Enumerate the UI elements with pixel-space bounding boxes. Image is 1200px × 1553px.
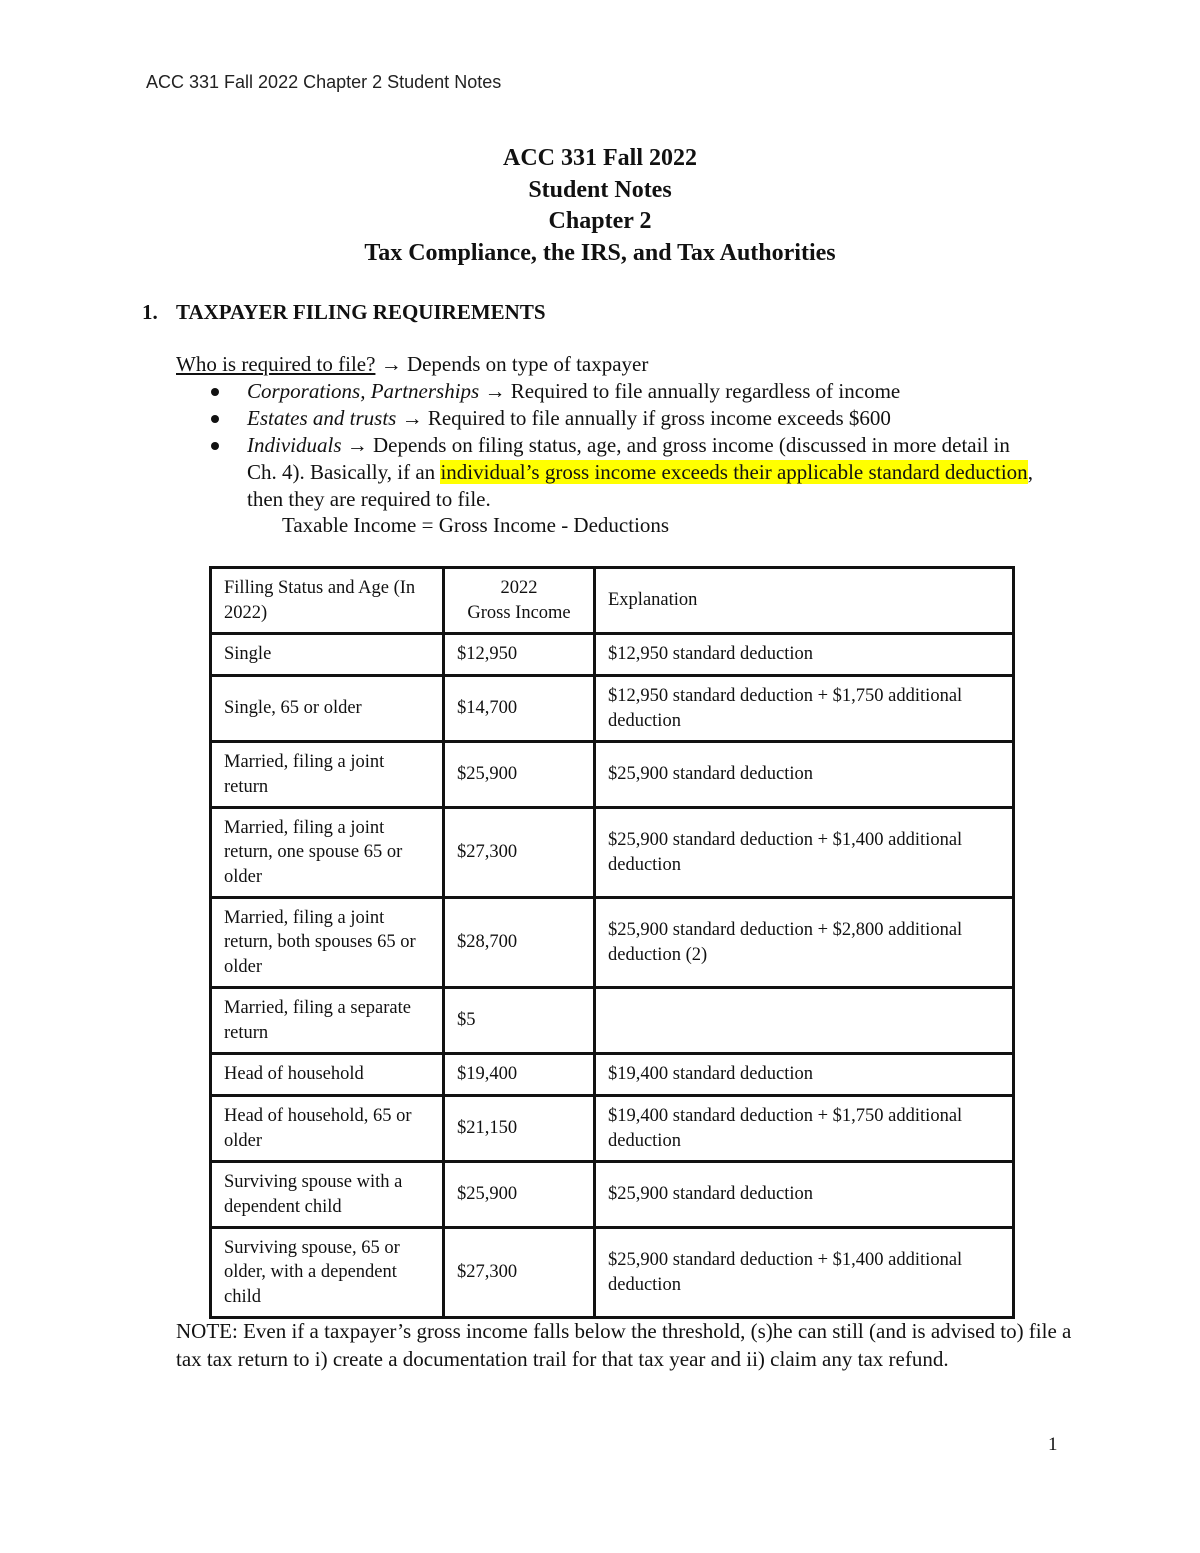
cell-income: $27,300: [444, 808, 595, 898]
filing-requirements-table: [209, 566, 1015, 1319]
title-chapter: Chapter 2: [548, 208, 652, 234]
cell-status: Married, filing a separate return: [211, 988, 444, 1054]
page-number: 1: [1048, 1434, 1058, 1455]
cell-explanation: $25,900 standard deduction + $1,400 additional deduction: [595, 1228, 1014, 1318]
taxable-income-formula: Taxable Income = Gross Income - Deductions: [282, 513, 670, 537]
document-title: [0, 143, 1200, 269]
table-header-row: [211, 568, 1014, 634]
title-topic: Tax Compliance, the IRS, and Tax Authorities: [364, 239, 836, 266]
bullet-icon: [211, 388, 219, 396]
cell-income: $14,700: [444, 676, 595, 742]
cell-status: Surviving spouse, 65 or older, with a dependent child: [211, 1228, 444, 1318]
running-header: ACC 331 Fall 2022 Chapter 2 Student Notes: [146, 72, 502, 92]
cell-explanation: $25,900 standard deduction + $2,800 additional deduction (2): [595, 898, 1014, 988]
cell-income: $12,950: [444, 634, 595, 676]
cell-status: Single, 65 or older: [211, 676, 444, 742]
cell-explanation: $19,400 standard deduction + $1,750 additional deduction: [595, 1096, 1014, 1162]
bullet-label: Corporations, Partnerships: [247, 379, 480, 403]
cell-status: Surviving spouse with a dependent child: [211, 1162, 444, 1228]
section-heading: [142, 300, 546, 325]
cell-status: Married, filing a joint return, both spouses 65 or older: [211, 898, 444, 988]
cell-income: $27,300: [444, 1228, 595, 1318]
cell-explanation: $25,900 standard deduction + $1,400 additional deduction: [595, 808, 1014, 898]
title-subtitle: Student Notes: [528, 176, 672, 203]
intro-answer: → Depends on type of taxpayer: [375, 352, 649, 376]
cell-status: Head of household: [211, 1054, 444, 1096]
intro-question: Who is required to file?: [176, 352, 376, 376]
table-row: [211, 1054, 1014, 1096]
cell-explanation: [595, 988, 1014, 1054]
header-gross-income-year: 2022: [500, 578, 538, 598]
bullet-label: Individuals: [247, 433, 342, 457]
section-number: 1.: [142, 300, 158, 324]
cell-income: $21,150: [444, 1096, 595, 1162]
header-filing-status: Filling Status and Age (In 2022): [211, 568, 444, 634]
bullet-item: [211, 405, 1041, 432]
table-row: [211, 676, 1014, 742]
header-gross-income-label: Gross Income: [467, 602, 571, 623]
cell-explanation: $12,950 standard deduction + $1,750 additional deduction: [595, 676, 1014, 742]
cell-explanation: $25,900 standard deduction: [595, 742, 1014, 808]
header-explanation: Explanation: [595, 568, 1014, 634]
bullet-label: Estates and trusts: [247, 406, 397, 430]
section-title: TAXPAYER FILING REQUIREMENTS: [176, 300, 546, 324]
table-row: [211, 742, 1014, 808]
cell-status: Married, filing a joint return, one spouse 65 or older: [211, 808, 444, 898]
table-row: [211, 1162, 1014, 1228]
cell-status: Single: [211, 634, 444, 676]
table-row: [211, 808, 1014, 898]
cell-explanation: $25,900 standard deduction: [595, 1162, 1014, 1228]
cell-status: Married, filing a joint return: [211, 742, 444, 808]
bullet-text: → Required to file annually if gross income exceeds $600: [396, 406, 891, 430]
cell-status: Head of household, 65 or older: [211, 1096, 444, 1162]
table-row: [211, 1096, 1014, 1162]
note-paragraph: NOTE: Even if a taxpayer’s gross income falls below the threshold, (s)he can still (and is advised to) file a tax tax return to i) create a documentation trail for that tax year and ii) claim any tax refund.: [176, 1319, 1072, 1371]
intro-line: [176, 351, 648, 378]
taxpayer-bullet-list: [211, 378, 1041, 513]
bullet-text-end: , then they are required to file.: [247, 460, 1033, 511]
header-gross-income: [444, 568, 595, 634]
cell-income: $19,400: [444, 1054, 595, 1096]
cell-income: $28,700: [444, 898, 595, 988]
cell-income: $5: [444, 988, 595, 1054]
cell-explanation: $19,400 standard deduction: [595, 1054, 1014, 1096]
cell-explanation: $12,950 standard deduction: [595, 634, 1014, 676]
bullet-text: → Required to file annually regardless of income: [479, 379, 901, 403]
bullet-icon: [211, 415, 219, 423]
bullet-icon: [211, 442, 219, 450]
bullet-item: [211, 378, 1041, 405]
bullet-text: → Depends on filing status, age, and gross income (discussed in more detail in Ch. 4). Basically, if an: [247, 433, 1010, 484]
table-row: [211, 1228, 1014, 1318]
title-course: ACC 331 Fall 2022: [503, 145, 697, 171]
cell-income: $25,900: [444, 1162, 595, 1228]
table-row: [211, 898, 1014, 988]
bullet-item: [211, 432, 1041, 513]
cell-income: $25,900: [444, 742, 595, 808]
table-row: [211, 988, 1014, 1054]
table-row: [211, 634, 1014, 676]
highlighted-text: individual’s gross income exceeds their applicable standard deduction: [440, 460, 1028, 484]
